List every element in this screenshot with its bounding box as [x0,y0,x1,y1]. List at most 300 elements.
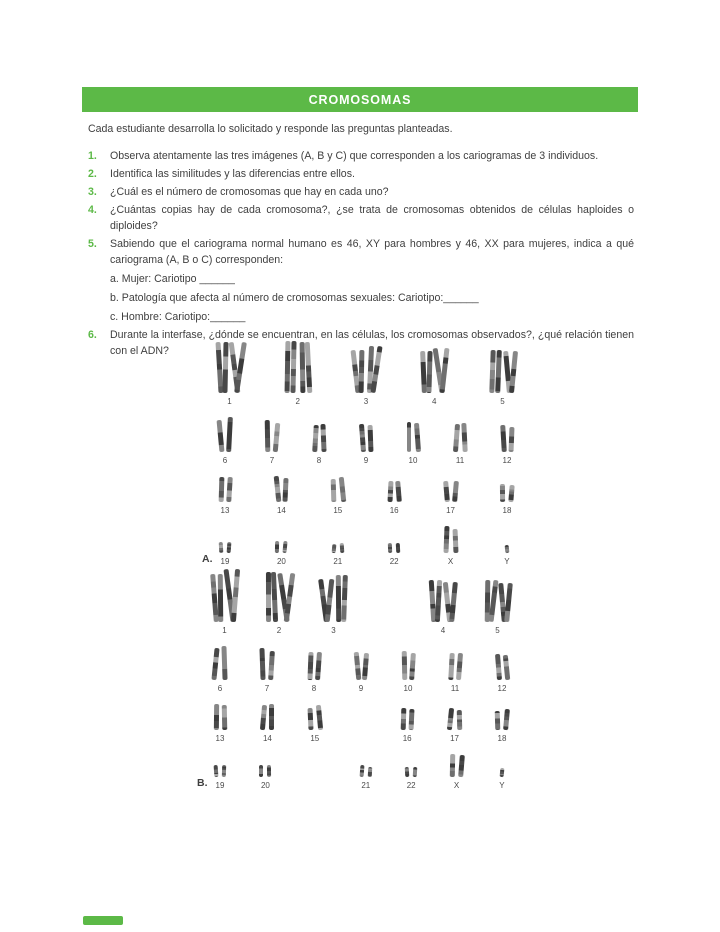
chromosome [213,648,219,680]
chromatid [447,708,454,730]
chromatid [218,477,223,502]
chromosome [359,424,365,452]
chromosome [368,425,374,452]
chromatid [227,542,232,553]
chromosome-number-label: 5 [500,397,505,406]
chromosome [267,765,272,777]
karyogram-row-1 [211,569,511,635]
chromosome-pair [448,708,462,730]
chromosome [500,425,506,452]
chromatid [368,767,373,777]
chromosome-group-4 [430,580,457,635]
chromosome [452,481,458,502]
chromosome-number-label: 10 [408,456,418,465]
chromatid [284,341,290,393]
chromosome-pair [448,653,462,680]
intro-text: Cada estudiante desarrolla lo solicitado y responde las preguntas planteadas. [88,123,453,135]
chromatid [456,710,461,730]
chromatid [290,341,296,393]
chromatid [494,654,501,680]
chromosome [409,709,415,730]
chromosome-pair [499,768,504,777]
chromosome-pair [260,648,275,680]
chromatid [409,653,415,680]
chromosome-pair [359,424,373,452]
chromosome [281,573,293,622]
chromosome-pair [504,545,509,553]
question-number: 3. [88,186,97,198]
chromatid [275,541,279,553]
chromosome [284,341,296,393]
chromatid [461,423,467,452]
worksheet-content [88,121,634,361]
chromatid [435,580,442,622]
chromosome [500,484,506,502]
chromatid [427,351,433,393]
chromatid [222,765,226,777]
chromosome-number-label: 12 [497,684,507,693]
chromosome-number-label: 7 [264,684,270,693]
chromatid [500,425,506,452]
chromosome-number-label: 4 [440,626,446,635]
chromosome-pair [218,417,233,452]
chromosome [316,652,322,680]
chromosome [504,545,509,553]
chromatid [508,485,514,502]
chromosome-group-10 [404,422,422,465]
chromosome-group-7 [258,648,276,693]
chromosome-pair [444,481,458,502]
chromatid [268,651,274,680]
question-text: Durante la interfase, ¿dónde se encuentran, en las células, los cromosomas observados?, ¿qué relación tienen con el ADN? [110,329,634,357]
chromosome [495,654,501,680]
chromosome-pair [260,704,274,730]
chromosome-number-label: 10 [403,684,413,693]
questions-list [88,148,634,359]
chromosome-group-19 [216,542,234,566]
chromatid [312,425,318,452]
chromosome [495,711,501,730]
chromosome-number-label: 9 [358,684,364,693]
chromatid [335,575,340,622]
chromosome [218,477,224,502]
chromosome-group-11 [451,423,469,465]
chromosome [307,652,313,680]
chromosome-pair [500,484,514,502]
chromosome-pair [450,754,464,777]
chromosome [227,417,233,452]
chromosome-number-label: 4 [432,397,437,406]
chromatid [271,572,278,622]
chromosome-group-14 [272,476,290,515]
chromosome-number-label: 11 [450,684,460,693]
chromosome-number-label: 3 [331,626,336,635]
chromosome-group-12 [493,654,511,693]
chromosome-group-20 [272,541,290,566]
chromosome [266,572,278,622]
chromosome-group-8 [310,424,328,465]
chromosome [413,767,418,777]
chromatid [500,768,505,777]
chromosome-pair [219,542,232,553]
question-body [110,184,634,200]
chromosome-group-22 [385,543,403,566]
chromatid [273,423,280,452]
question-subitem-b: b. Patología que afecta al número de cromosomas sexuales: Cariotipo:______ [110,292,479,304]
chromosome-number-label: 21 [361,781,371,790]
question-body [110,148,634,164]
question-body [110,166,634,182]
chromosome-pair [401,651,415,680]
chromosome-group-X [442,526,460,566]
chromosome-group-17 [446,708,464,743]
question-number: 5. [88,238,97,250]
chromatid [265,420,271,452]
chromatid [316,705,323,730]
chromatid [368,425,373,452]
chromatid [219,542,224,553]
chromosome-pair [444,526,458,553]
chromatid [388,543,392,553]
chromatid [358,424,365,452]
chromosome [499,768,504,777]
chromosome [308,708,314,730]
chromosome-number-label: 16 [389,506,399,515]
chromosome-number-label: 19 [220,557,230,566]
chromosome-number-label: 15 [310,734,320,743]
chromatid [260,705,267,730]
chromosome-number-label: 22 [406,781,416,790]
chromosome-number-label: X [447,557,454,566]
chromatid [401,651,406,680]
chromosome [320,579,332,622]
question-subitem-a: a. Mujer: Cariotipo ______ [110,273,235,285]
chromosome-pair [430,580,457,622]
chromatid [211,648,219,680]
question-item-5 [88,236,634,325]
question-body [110,236,634,325]
chromosome-number-label: Y [499,781,505,790]
chromosome-number-label: 2 [276,626,282,635]
question-text: ¿Cuántas copias hay de cada cromosoma?, ¿se trata de cromosomas obtenidos de células haploides o diploides? [110,204,634,232]
chromosome-group-15 [329,477,347,515]
chromosome-number-label: 14 [276,506,286,515]
chromatid [407,422,412,452]
chromatid [339,477,346,502]
chromosome [222,705,228,730]
chromosome-group-22 [402,767,420,790]
chromosome-group-16 [398,708,416,743]
chromatid [217,574,223,622]
chromosome [321,424,327,452]
chromosome [259,765,264,777]
chromatid [222,342,228,393]
chromatid [409,709,414,730]
chromosome [484,580,496,622]
chromosome [216,342,228,393]
chromosome [444,526,450,553]
chromosome-number-label: 21 [333,557,343,566]
chromosome-pair [353,346,380,393]
chromosome [400,708,406,730]
chromatid [414,423,421,452]
chromosome-group-21 [329,543,347,566]
chromosome-pair [274,476,288,502]
chromosome-number-label: 1 [227,397,232,406]
chromosome [430,580,442,622]
chromosome [260,705,266,730]
chromosome [401,651,407,680]
chromatid [387,481,393,502]
chromatid [450,754,455,777]
chromosome [406,422,412,452]
chromosome-pair [388,543,401,553]
chromosome-group-4 [421,348,448,406]
chromosome [368,346,380,393]
chromosome-number-label: 15 [333,506,343,515]
chromosome [218,420,224,452]
chromosome [396,481,402,502]
chromosome-pair [275,541,288,553]
chromosome-number-label: 22 [389,557,399,566]
chromosome [269,651,275,680]
chromosome-number-label: 18 [497,734,507,743]
karyogram-row-1 [216,341,516,406]
chromosome-group-10 [399,651,417,693]
chromosome-pair [453,423,467,452]
chromosome [339,543,344,553]
chromosome [462,423,468,452]
chromosome-pair [211,569,238,622]
chromatid [495,711,500,730]
chromosome-number-label: 17 [446,506,456,515]
chromosome-group-11 [446,653,464,693]
question-item-4 [88,202,634,234]
question-subitem-c: c. Hombre: Cariotipo:______ [110,311,246,323]
karyogram-label: A. [202,553,213,565]
chromosome-group-18 [493,709,511,743]
chromosome-number-label: 18 [502,506,512,515]
chromosome [448,653,454,680]
chromosome-group-2 [284,341,311,406]
chromosome [457,653,463,680]
chromosome [415,423,421,452]
question-item-2 [88,166,634,182]
chromosome [387,481,393,502]
chromatid [353,652,360,680]
chromosome-group-18 [498,484,516,515]
chromatid [226,417,233,452]
chromosome-group-1 [211,569,238,635]
chromosome [448,708,454,730]
chromosome-pair [216,342,243,393]
chromosome-number-label: 2 [295,397,300,406]
karyogram-label: B. [197,777,208,789]
chromosome [396,543,401,553]
chromatid [449,582,458,622]
chromosome [331,479,337,502]
chromosome-number-label: 17 [450,734,460,743]
chromosome-number-label: 16 [402,734,412,743]
chromosome [275,541,280,553]
chromosome-number-label: 8 [316,456,322,465]
chromosome-number-label: 13 [215,734,225,743]
karyogram-a [202,341,516,566]
chromosome-pair [214,765,227,777]
chromatid [283,541,288,553]
karyogram-row-2 [216,417,516,465]
chromosome-group-8 [305,652,323,693]
chromosome [211,574,223,622]
chromosome-group-5 [484,580,511,635]
chromosome-pair [213,646,228,680]
chromosome-number-label: 19 [215,781,225,790]
chromosome [354,652,360,680]
chromosome-pair [331,477,345,502]
chromosome [331,544,336,553]
chromosome-pair [500,425,514,452]
chromosome [436,348,448,393]
chromatid [315,652,321,680]
question-text: Identifica las similitudes y las diferencias entre ellos. [110,168,355,180]
chromosome [227,477,233,502]
chromosome-group-1 [216,342,243,406]
chromosome-group-5 [489,350,516,406]
chromosome-group-6 [216,417,234,465]
chromosome [410,653,416,680]
chromosome [499,583,511,622]
karyogram-row-4 [216,526,516,566]
chromosome-number-label: 14 [262,734,272,743]
chromatid [260,648,266,680]
chromosome-number-label: 20 [260,781,270,790]
chromosome-pair [218,477,232,502]
chromatid [226,477,232,502]
chromosome [489,350,501,393]
chromatid [458,755,464,777]
chromosome-group-9 [357,424,375,465]
chromatid [405,767,410,777]
chromosome-group-15 [306,705,324,743]
chromosome-group-9 [352,652,370,693]
chromatid [448,653,454,680]
footer-accent-bar [83,916,123,925]
karyogram-row-2 [211,646,511,693]
chromatid [495,350,502,393]
chromatid [214,765,219,777]
chromosome-pair [405,767,418,777]
chromosome-group-12 [498,425,516,465]
chromosome-number-label: 7 [269,456,275,465]
chromatid [331,544,336,553]
chromosome [312,425,318,452]
chromatid [452,529,457,553]
chromosome-number-label: 5 [495,626,500,635]
chromosome-pair [266,572,293,622]
chromosome-group-21 [357,765,375,790]
chromosome-pair [406,422,420,452]
chromosome-group-7 [263,420,281,465]
chromosome [503,709,509,730]
chromosome-group-3 [320,575,347,635]
chromosome-group-19 [211,765,229,790]
chromosome-number-label: 9 [363,456,369,465]
chromosome-pair [421,348,448,393]
chromosome-group-X [448,754,466,790]
chromatid [443,481,449,502]
chromosome [283,478,289,502]
chromosome [260,648,266,680]
chromosome-group-13 [211,704,229,743]
question-text: ¿Cuál es el número de cromosomas que hay en cada uno? [110,186,389,198]
chromatid [283,478,289,502]
karyogram-b [197,569,511,790]
chromosome-pair [312,424,326,452]
karyogram-row-3 [211,704,511,743]
chromosome [353,350,365,393]
chromosome [388,543,393,553]
chromosome [421,351,433,393]
question-item-1 [88,148,634,164]
chromatid [395,481,401,502]
chromosome-number-label: 6 [217,684,223,693]
chromosome [299,342,311,393]
chromatid [308,708,313,730]
chromosome-group-6 [211,646,229,693]
chromosome-group-13 [216,477,234,515]
chromatid [217,420,225,452]
chromosome-number-label: 12 [502,456,512,465]
chromosome-pair [284,341,311,393]
chromosome [231,342,243,393]
chromatid [444,526,450,553]
chromosome-pair [489,350,516,393]
chromatid [500,484,505,502]
chromatid [504,583,513,622]
chromosome [269,704,275,730]
title-banner [82,87,638,112]
karyogram-row-4 [211,754,511,790]
chromosome [504,655,510,680]
chromosome [453,424,459,452]
chromosome-number-label: 11 [455,456,465,465]
chromatid [396,543,401,553]
chromosome-pair [331,543,344,553]
chromatid [413,767,418,777]
chromosome-number-label: 20 [276,557,286,566]
chromatid [259,765,263,777]
chromosome [339,477,345,502]
chromosome [456,710,462,730]
chromatid [213,704,218,730]
question-text: Sabiendo que el cariograma normal humano es 46, XY para hombres y 46, XX para mujeres, indica a qué cariograma (A, B o C) corresponden: [110,238,634,266]
chromosome [283,541,288,553]
chromosome [508,485,514,502]
chromosome [274,423,280,452]
chromosome [405,767,410,777]
chromosome-pair [259,765,272,777]
chromosome-pair [213,704,227,730]
karyogram-row-3 [216,476,516,515]
chromosome [363,653,369,680]
chromosome [222,646,228,680]
chromosome [316,705,322,730]
chromosome-group-17 [442,481,460,515]
chromatid [221,646,227,680]
chromatid [339,543,344,553]
chromosome [219,542,224,553]
chromatid [452,424,459,452]
